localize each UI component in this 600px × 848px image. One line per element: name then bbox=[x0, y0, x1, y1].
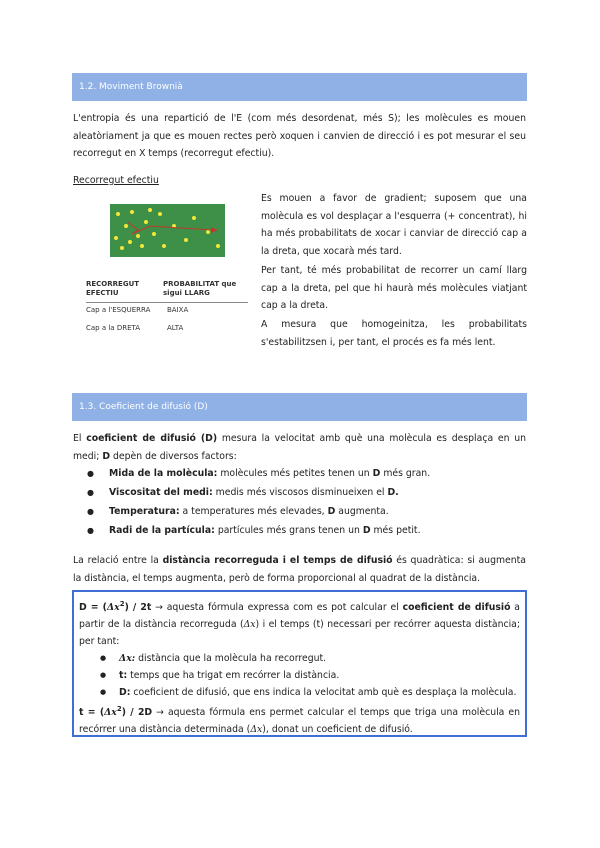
trajectory-arrow bbox=[110, 204, 225, 257]
table-cell: BAIXA bbox=[167, 306, 189, 314]
list-item: ● D: coeficient de difusió, que ens indica la velocitat amb què es desplaça la molècula. bbox=[79, 684, 520, 701]
side-paragraph-1: Es mouen a favor de gradient; suposem que una molècula es vol desplaçar a l'esquerra (+ concentrat), hi ha més probabilitats de xocar i canviar de direcció cap a la dreta, que xocarà més tard. bbox=[261, 193, 527, 257]
formula-t: $t = (\Delta x^2) / 2D$ → aquesta fórmula ens permet calcular el temps que triga una molècula en recórrer una distància determinada (Δx), donat un coeficient de difusió. bbox=[79, 705, 521, 736]
list-item: ● Δx: distància que la molècula ha recorregut. bbox=[79, 650, 520, 667]
section-heading-coeficient-difusio: 1.3. Coeficient de difusió (D) bbox=[72, 393, 527, 421]
list-item: ● t: temps que ha trigat em recórrer la distància. bbox=[79, 667, 520, 684]
section-heading-moviment-brownia: 1.2. Moviment Brownià bbox=[72, 73, 527, 101]
definitions-list bbox=[79, 650, 520, 701]
list-item: ● Mida de la molècula: molècules més petites tenen un D més gran. bbox=[73, 464, 523, 483]
table-cell: ALTA bbox=[167, 324, 184, 332]
table-header-probabilitat: PROBABILITAT que sigui LLARG bbox=[163, 280, 237, 297]
formula-d: $D = (\Delta x^2) / 2t$ → aquesta fórmula expressa com es pot calcular el coeficient de difusió a partir de la distància recorreguda (Δx) i el temps (t) necessari per recórrer aquesta distància; per tant: bbox=[79, 600, 521, 648]
brownian-motion-figure bbox=[110, 204, 225, 257]
recorregut-subheading: Recorregut efectiu bbox=[73, 175, 159, 186]
coeficient-intro: El coeficient de difusió (D) mesura la velocitat amb què una molècula es desplaça en un medi; D depèn de diversos factors: bbox=[73, 433, 526, 462]
table-row: Cap a l'ESQUERRA bbox=[86, 306, 151, 314]
formula-box bbox=[72, 590, 527, 737]
side-paragraph-2: Per tant, té més probabilitat de recorrer un camí llarg cap a la dreta, pel que hi haurà més molècules viatjant cap a la dreta. bbox=[261, 265, 527, 311]
entropy-paragraph: L'entropia és una repartició de l'E (com més desordenat, més S); les molècules es mouen aleatòriament ja que es mouen rectes però xoquen i canvien de direcció i es pot mesurar el seu recorregut en X temps (recorregut efectiu). bbox=[73, 113, 526, 159]
table-header-recorregut: RECORREGUT EFECTIU bbox=[86, 280, 140, 297]
side-paragraph-3: A mesura que homogeinitza, les probabilitats s'estabilitzsen i, per tant, el procés es fa més lent. bbox=[261, 319, 527, 348]
factors-list bbox=[73, 464, 523, 540]
list-item: ● Radi de la partícula: partícules més grans tenen un D més petit. bbox=[73, 521, 523, 540]
relation-paragraph: La relació entre la distància recorreguda i el temps de difusió és quadràtica: si augmenta la distància, el temps augmenta, però de forma proporcional al quadrat de la distància. bbox=[73, 555, 526, 584]
table-row: Cap a la DRETA bbox=[86, 324, 141, 332]
list-item: ● Viscositat del medi: medis més viscosos disminueixen el D. bbox=[73, 483, 523, 502]
list-item: ● Temperatura: a temperatures més elevades, D augmenta. bbox=[73, 502, 523, 521]
